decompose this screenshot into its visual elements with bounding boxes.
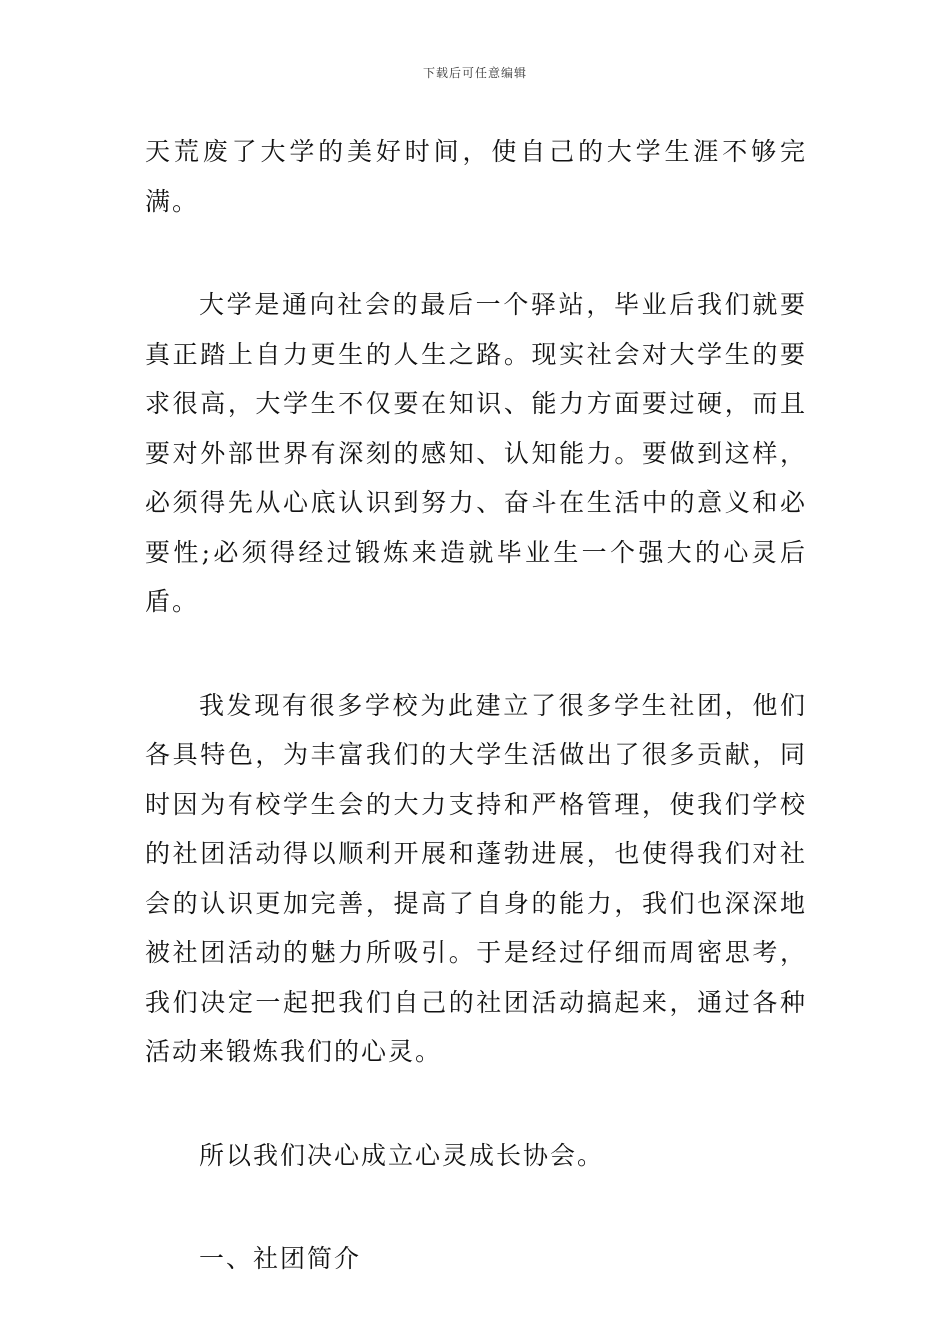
paragraph-decision: 所以我们决心成立心灵成长协会。 [199,1140,605,1170]
paragraph-continued: 天荒废了大学的美好时间，使自己的大学生涯不够完满。 [145,137,807,216]
section-heading-club-intro: 一、社团简介 [199,1244,362,1273]
document-body [145,127,807,1284]
page-header: 下载后可任意编辑 [422,66,527,80]
paragraph-student-clubs: 我发现有很多学校为此建立了很多学生社团，他们各具特色，为丰富我们的大学生活做出了很多贡献，同时因为有校学生会的大力支持和严格管理，使我们学校的社团活动得以顺利开展和蓬勃进展，也使得我们对社会的认识更加完善，提高了自身的能力，我们也深深地被社团活动的魅力所吸引。于是经过仔细而周密思考，我们决定一起把我们自己的社团活动搞起来，通过各种活动来锻炼我们的心灵。 [145,690,807,1066]
paragraph-university-station: 大学是通向社会的最后一个驿站，毕业后我们就要真正踏上自力更生的人生之路。现实社会对大学生的要求很高，大学生不仅要在知识、能力方面要过硬，而且要对外部世界有深刻的感知、认知能力。要做到这样，必须得先从心底认识到努力、奋斗在生活中的意义和必要性;必须得经过锻炼来造就毕业生一个强大的心灵后盾。 [145,290,807,616]
